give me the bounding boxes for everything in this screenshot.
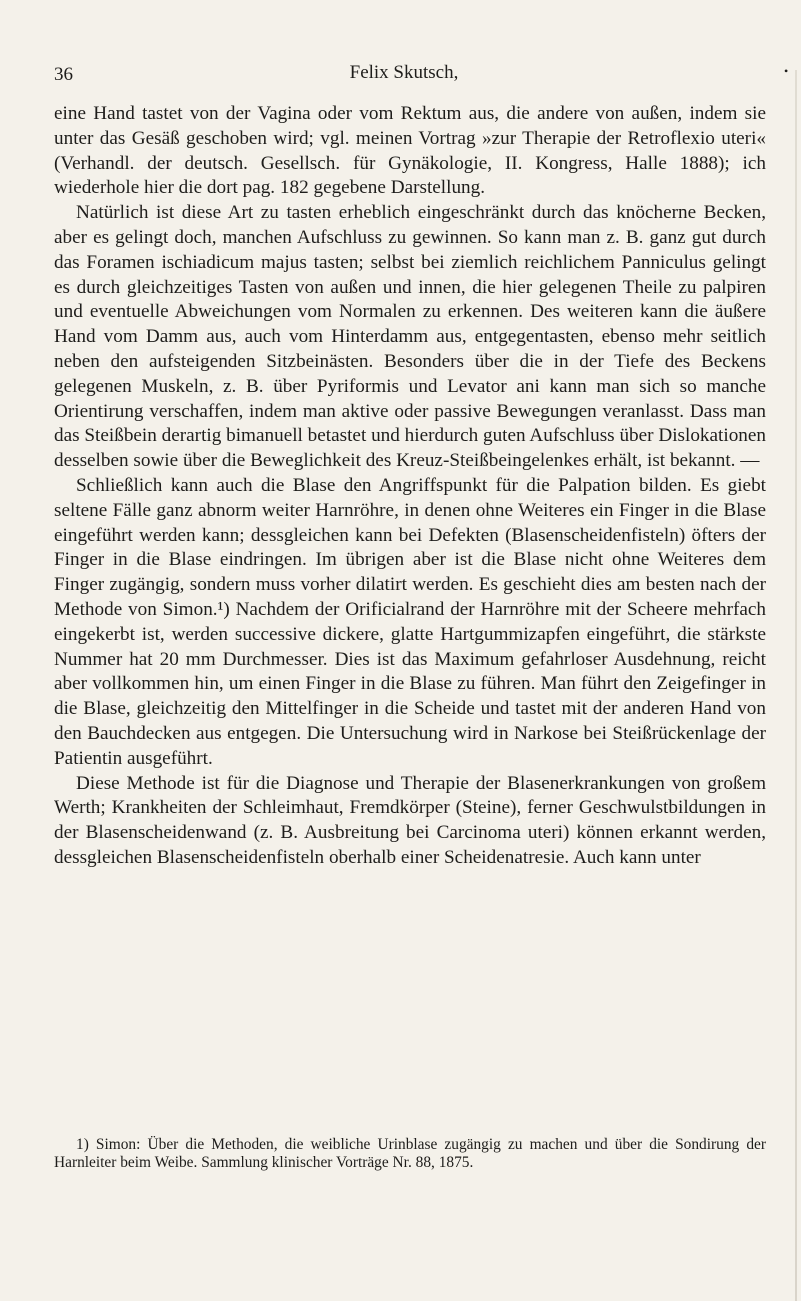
footnotes	[54, 1136, 766, 1172]
page-number: 36	[54, 64, 73, 85]
margin-mark: •	[784, 64, 789, 78]
footnote: 1) Simon: Über die Methoden, die weibliche Urinblase zugängig zu machen und über die Sondirung der Harnleiter beim Weibe. Sammlung klinischer Vorträge Nr. 88, 1875.	[54, 1136, 766, 1171]
paragraph: Diese Methode ist für die Diagnose und Therapie der Blasenerkrankungen von großem Werth; Krankheiten der Schleimhaut, Fremdkörper (Steine), ferner Geschwulstbildungen in der Blasenscheidenwand (z. B. Ausbreitung bei Carcinoma uteri) können erkannt werden, dessgleichen Blasenscheidenfisteln oberhalb einer Scheidenatresie. Auch kann unter	[54, 772, 766, 868]
paragraph: Natürlich ist diese Art zu tasten erheblich eingeschränkt durch das knöcherne Becken, aber es gelingt doch, manchen Aufschluss zu gewinnen. So kann man z. B. ganz gut durch das Foramen ischiadicum majus tasten; selbst bei ziemlich reichlichem Panniculus gelingt es durch gleichzeitiges Tasten von außen und innen, die hier gelegenen Theile zu palpiren und eventuelle Abweichungen vom Normalen zu erkennen. Des weiteren kann die äußere Hand vom Damm aus, auch vom Hinterdamm aus, entgegentasten, ebenso mehr seitlich neben den aufsteigenden Sitzbeinästen. Besonders über die in der Tiefe des Beckens gelegenen Muskeln, z. B. über Pyriformis und Levator ani kann man sich so manche Orientirung verschaffen, indem man aktive oder passive Bewegungen veranlasst. Dass man das Steißbein derartig bimanuell betastet und hierdurch guten Aufschluss über Dislokationen desselben sowie über die Beweglichkeit des Kreuz-Steißbeingelenkes erhält, ist bekannt. —	[54, 202, 766, 472]
page-edge-shadow	[795, 70, 797, 1301]
paragraph: eine Hand tastet von der Vagina oder vom Rektum aus, die andere von außen, indem sie unter das Gesäß geschoben wird; vgl. meinen Vortrag »zur Therapie der Retroflexio uteri« (Verhandl. der deutsch. Gesellsch. für Gynäkologie, II. Kongress, Halle 1888); ich wiederhole hier die dort pag. 182 gegebene Darstellung.	[54, 103, 766, 199]
running-title: Felix Skutsch,	[349, 62, 459, 83]
body-text	[54, 102, 766, 871]
page-header	[54, 62, 789, 92]
paragraph: Schließlich kann auch die Blase den Angriffspunkt für die Palpation bilden. Es giebt seltene Fälle ganz abnorm weiter Harnröhre, in denen ohne Weiteres ein Finger in die Blase eingeführt werden kann; dessgleichen kann bei Defekten (Blasenscheidenfisteln) öfters der Finger in die Blase eindringen. Im übrigen aber ist die Blase nicht ohne Weiteres dem Finger zugängig, sondern muss vorher dilatirt werden. Es geschieht dies am besten nach der Methode von Simon.¹) Nachdem der Orificialrand der Harnröhre mit der Scheere mehrfach eingekerbt ist, werden successive dickere, glatte Hartgummizapfen eingeführt, die stärkste Nummer hat 20 mm Durchmesser. Dies ist das Maximum gefahrloser Ausdehnung, reicht aber vollkommen hin, um einen Finger in die Blase zu führen. Man führt den Zeigefinger in die Blase, gleichzeitig den Mittelfinger in die Scheide und tastet mit der anderen Hand von den Bauchdecken aus entgegen. Die Untersuchung wird in Narkose bei Steißrückenlage der Patientin ausgeführt.	[54, 474, 766, 769]
